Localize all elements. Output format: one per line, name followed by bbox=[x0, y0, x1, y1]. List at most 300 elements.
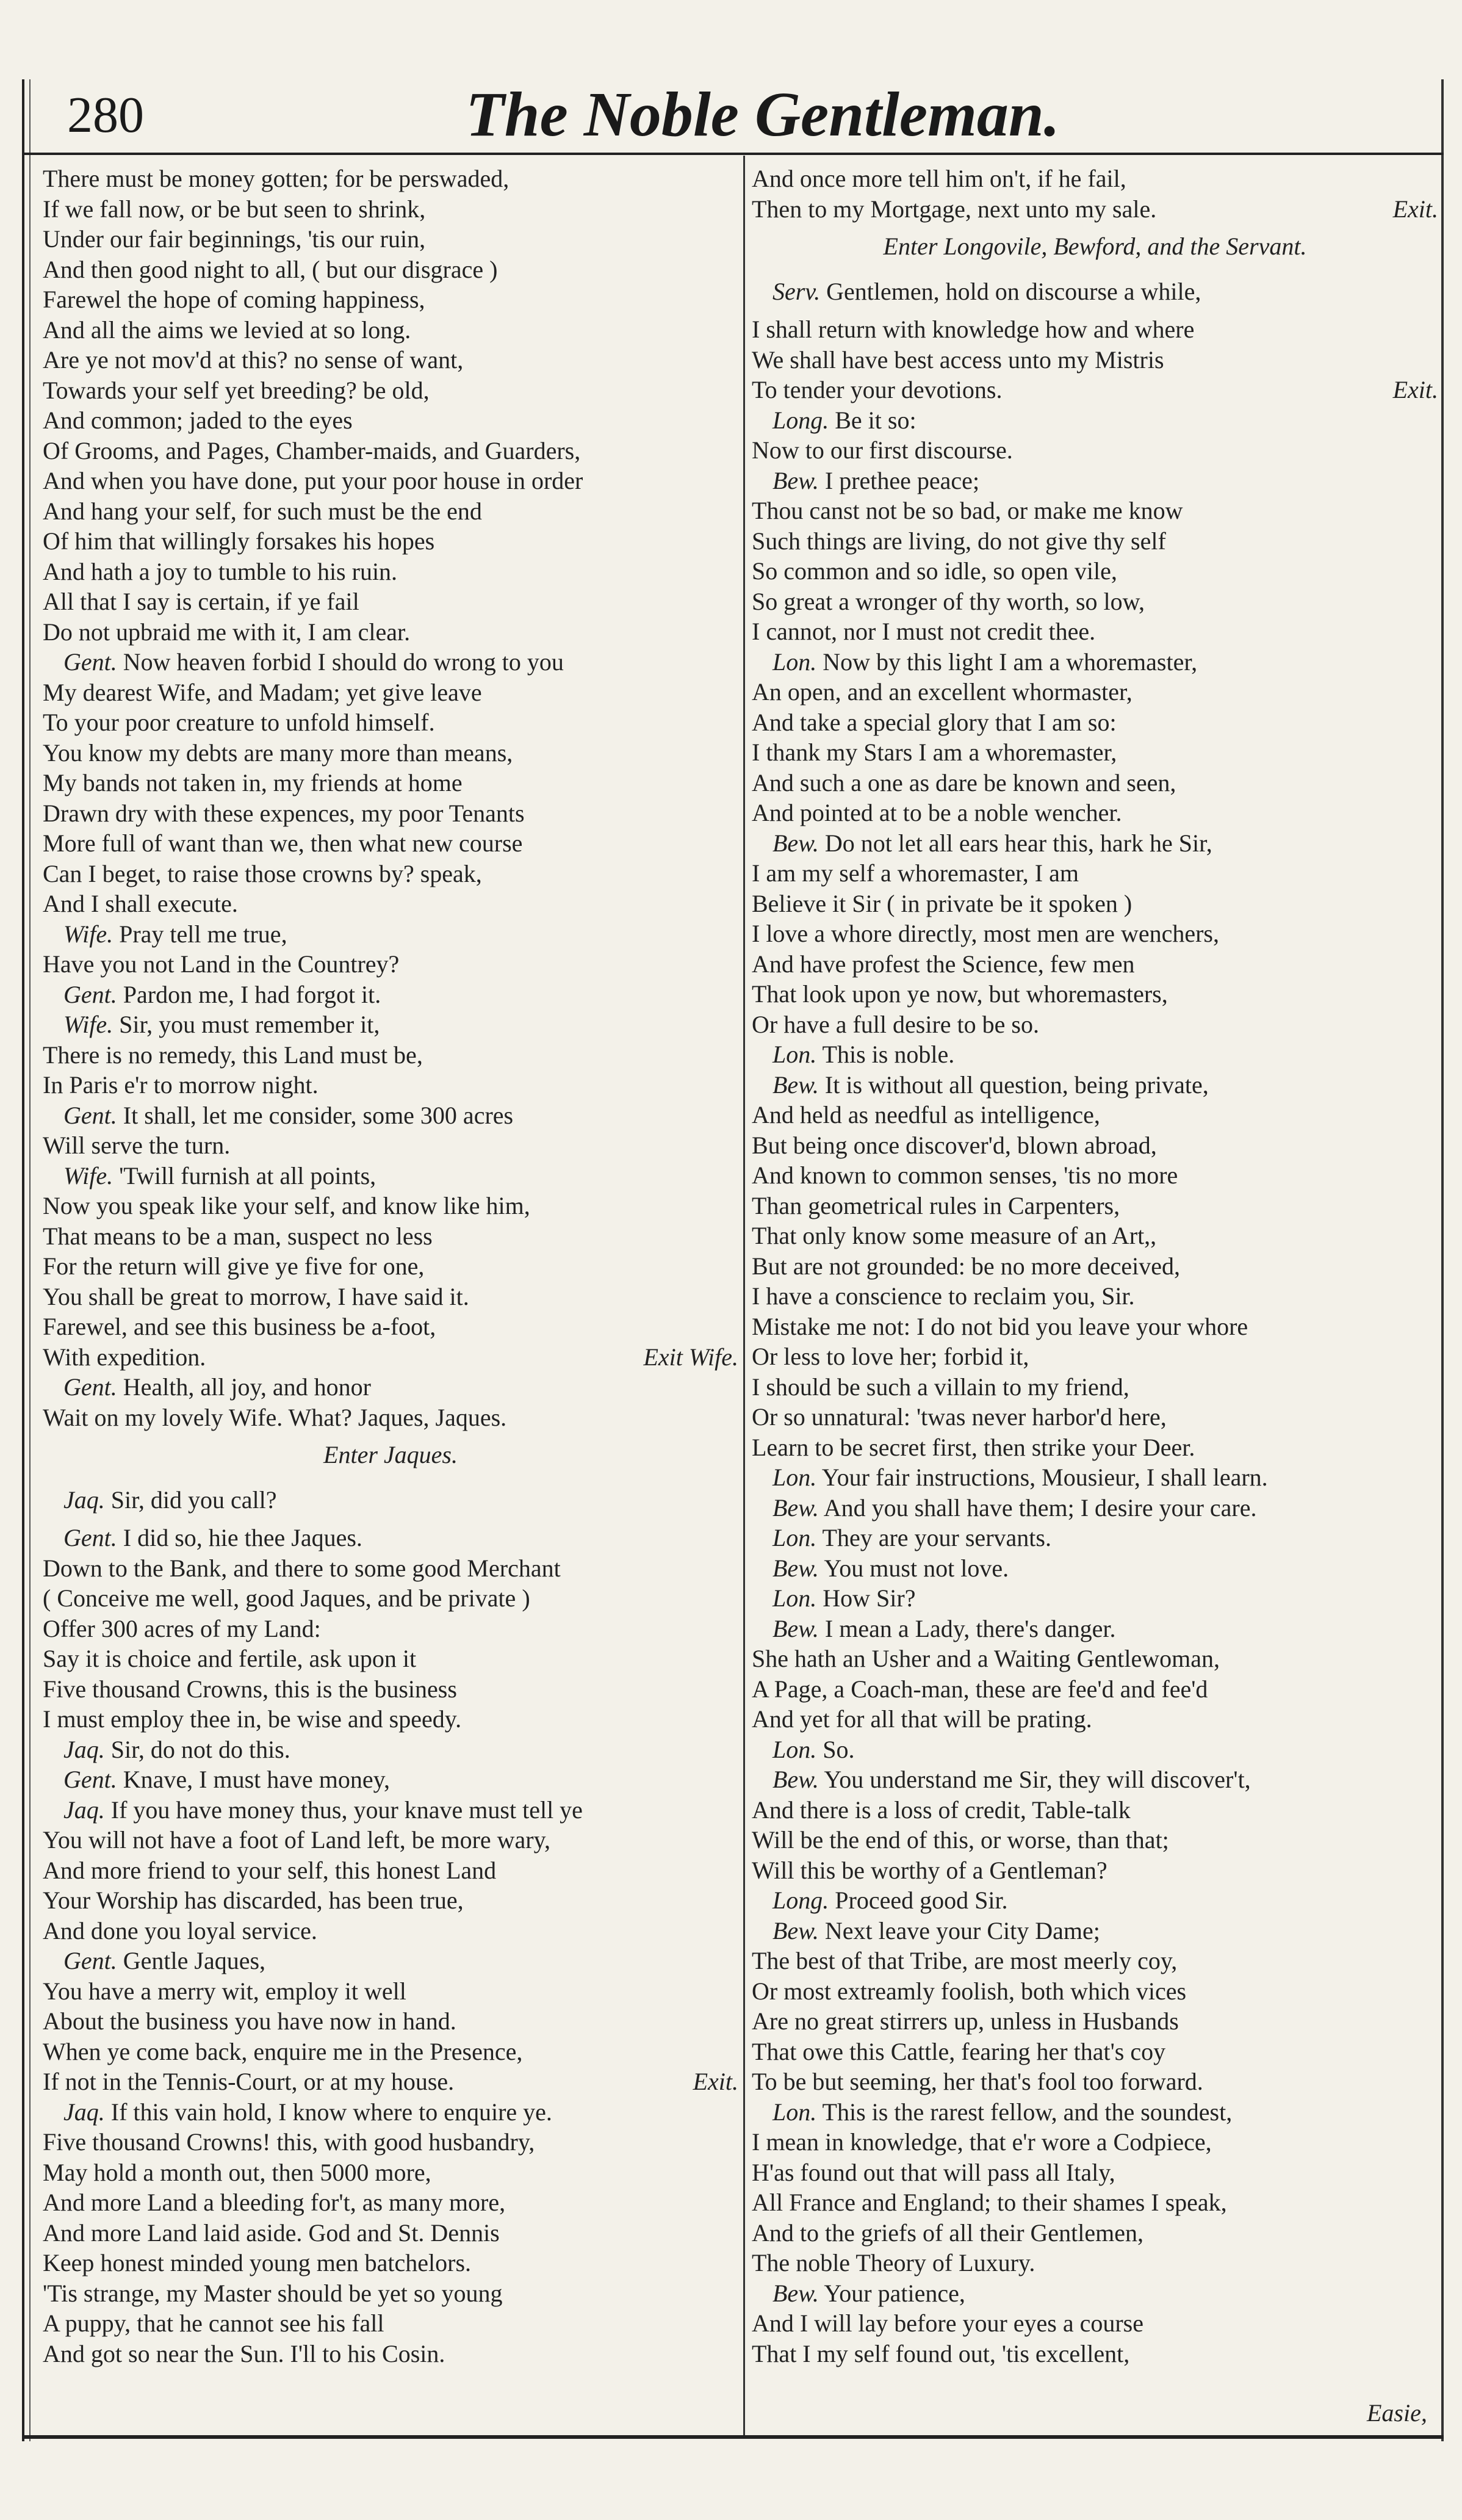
verse-line bbox=[752, 1372, 1438, 1403]
verse-line bbox=[43, 1644, 738, 1674]
line-text: But are not grounded: be no more deceived, bbox=[752, 1252, 1180, 1280]
verse-line bbox=[43, 1916, 738, 1946]
verse-line bbox=[752, 2067, 1438, 2097]
verse-line bbox=[752, 466, 1438, 496]
verse-line bbox=[43, 164, 738, 194]
line-text: Keep honest minded young men batchelors. bbox=[43, 2249, 472, 2276]
verse-line bbox=[43, 1885, 738, 1916]
verse-line bbox=[752, 2218, 1438, 2248]
verse-line bbox=[43, 1614, 738, 1644]
line-text: All that I say is certain, if ye fail bbox=[43, 588, 359, 615]
line-text: Will be the end of this, or worse, than that; bbox=[752, 1826, 1169, 1854]
line-text: Next leave your City Dame; bbox=[824, 1916, 1100, 1944]
line-text: Or so unnatural: 'twas never harbor'd here, bbox=[752, 1403, 1167, 1431]
line-text: That only know some measure of an Art,, bbox=[752, 1222, 1157, 1249]
line-text: And I shall execute. bbox=[43, 890, 238, 917]
verse-line bbox=[752, 1855, 1438, 1886]
line-text: Now by this light I am a whoremaster, bbox=[823, 648, 1198, 676]
line-text: This is the rarest fellow, and the soundest, bbox=[822, 2098, 1233, 2126]
verse-line bbox=[752, 375, 1438, 405]
running-title: The Noble Gentleman. bbox=[466, 79, 1060, 150]
line-text: You understand me Sir, they will discover't, bbox=[824, 1766, 1251, 1793]
verse-line bbox=[43, 1009, 738, 1040]
line-text: If not in the Tennis-Court, or at my house. bbox=[43, 2068, 455, 2095]
line-text: And there is a loss of credit, Table-talk bbox=[752, 1796, 1131, 1824]
line-text: Gentlemen, hold on discourse a while, bbox=[826, 278, 1201, 305]
verse-line bbox=[43, 2248, 738, 2278]
line-text: That I my self found out, 'tis excellent, bbox=[752, 2339, 1130, 2367]
verse-line bbox=[752, 2127, 1438, 2157]
line-text: I prethee peace; bbox=[824, 466, 980, 494]
line-text: 'Twill furnish at all points, bbox=[119, 1161, 376, 1190]
line-text: The best of that Tribe, are most meerly coy, bbox=[752, 1947, 1178, 1974]
verse-line bbox=[752, 2187, 1438, 2218]
verse-line bbox=[752, 1432, 1438, 1463]
line-text: And common; jaded to the eyes bbox=[43, 406, 353, 434]
line-text: My bands not taken in, my friends at home bbox=[43, 769, 463, 796]
verse-line bbox=[752, 1402, 1438, 1432]
line-text: Now to our first discourse. bbox=[752, 436, 1013, 464]
right-column bbox=[752, 164, 1438, 2369]
line-text: Mistake me not: I do not bid you leave your whore bbox=[752, 1312, 1248, 1340]
verse-line bbox=[43, 2278, 738, 2309]
line-text: Wait on my lovely Wife. What? Jaques, Jaques. bbox=[43, 1403, 507, 1431]
speaker-name: Gent. bbox=[63, 1947, 117, 1974]
verse-line bbox=[43, 1070, 738, 1100]
verse-line bbox=[43, 2006, 738, 2037]
line-text: I must employ thee in, be wise and speedy. bbox=[43, 1705, 462, 1733]
line-text: Now you speak like your self, and know like him, bbox=[43, 1192, 530, 1219]
verse-line bbox=[752, 707, 1438, 738]
verse-line bbox=[43, 1191, 738, 1221]
stage-direction bbox=[43, 1432, 738, 1478]
line-text: Sir, did you call? bbox=[110, 1486, 277, 1514]
verse-line bbox=[752, 2157, 1438, 2188]
verse-line bbox=[43, 617, 738, 648]
verse-line bbox=[752, 1583, 1438, 1614]
line-text: Believe it Sir ( in private be it spoken ) bbox=[752, 889, 1133, 917]
line-text: We shall have best access unto my Mistris bbox=[752, 345, 1164, 374]
verse-line bbox=[43, 194, 738, 225]
verse-line bbox=[43, 859, 738, 889]
line-text: I mean a Lady, there's danger. bbox=[824, 1614, 1116, 1642]
speaker-name: Lon. bbox=[772, 1524, 817, 1551]
line-text: My dearest Wife, and Madam; yet give leave bbox=[43, 678, 482, 706]
verse-line bbox=[43, 1282, 738, 1312]
speaker-name: Lon. bbox=[772, 1584, 817, 1612]
line-text: Your Worship has discarded, has been true, bbox=[43, 1886, 464, 1914]
verse-line bbox=[43, 1221, 738, 1252]
stage-direction bbox=[752, 224, 1438, 269]
speaker-name: Jaq. bbox=[63, 1796, 105, 1824]
speaker-name: Bew. bbox=[772, 1554, 819, 1582]
verse-line bbox=[752, 616, 1438, 647]
verse-line bbox=[43, 405, 738, 436]
verse-line bbox=[43, 1523, 738, 1553]
line-text: They are your servants. bbox=[822, 1524, 1051, 1551]
line-text: I cannot, nor I must not credit thee. bbox=[752, 618, 1096, 645]
verse-line bbox=[43, 2339, 738, 2369]
exit-direction: Exit. bbox=[1392, 195, 1438, 223]
verse-line bbox=[43, 315, 738, 345]
verse-line bbox=[752, 1553, 1438, 1584]
column-divider bbox=[743, 156, 745, 2435]
line-text: Sir, you must remember it, bbox=[119, 1011, 380, 1038]
line-text: To your poor creature to unfold himself. bbox=[43, 709, 435, 736]
verse-line bbox=[752, 405, 1438, 436]
line-text: Than geometrical rules in Carpenters, bbox=[752, 1191, 1120, 1219]
verse-line bbox=[752, 1221, 1438, 1251]
line-text: Or less to love her; forbid it, bbox=[752, 1343, 1029, 1370]
speaker-name: Wife. bbox=[63, 920, 113, 948]
verse-line bbox=[752, 1946, 1438, 1976]
line-text: You have a merry wit, employ it well bbox=[43, 1977, 406, 2005]
speaker-name: Wife. bbox=[63, 1161, 113, 1190]
verse-line bbox=[43, 2308, 738, 2339]
verse-line bbox=[43, 2218, 738, 2248]
line-text: Are ye not mov'd at this? no sense of want, bbox=[43, 346, 464, 374]
verse-line bbox=[752, 1070, 1438, 1100]
verse-line bbox=[752, 1735, 1438, 1765]
verse-line bbox=[43, 284, 738, 315]
verse-line bbox=[752, 858, 1438, 889]
verse-line bbox=[752, 1795, 1438, 1825]
speaker-name: Gent. bbox=[63, 1373, 117, 1401]
line-text: And known to common senses, 'tis no more bbox=[752, 1161, 1178, 1189]
verse-line bbox=[43, 1130, 738, 1161]
line-text: Pardon me, I had forgot it. bbox=[123, 980, 381, 1008]
verse-line bbox=[752, 1493, 1438, 1523]
line-text: Towards your self yet breeding? be old, bbox=[43, 376, 430, 404]
line-text: And got so near the Sun. I'll to his Cosin. bbox=[43, 2339, 445, 2367]
line-text: All France and England; to their shames I speak, bbox=[752, 2189, 1227, 2216]
line-text: Farewel, and see this business be a-foot, bbox=[43, 1313, 436, 1340]
verse-line bbox=[43, 1855, 738, 1886]
page-border-left bbox=[22, 79, 24, 2441]
line-text: And pointed at to be a noble wencher. bbox=[752, 799, 1122, 826]
verse-line bbox=[752, 345, 1438, 375]
left-column bbox=[43, 164, 738, 2369]
verse-line bbox=[43, 919, 738, 950]
line-text: Health, all joy, and honor bbox=[123, 1373, 371, 1401]
line-text: I should be such a villain to my friend, bbox=[752, 1373, 1129, 1401]
verse-line bbox=[752, 889, 1438, 919]
line-text: And yet for all that will be prating. bbox=[752, 1705, 1092, 1733]
line-text: I am my self a whoremaster, I am bbox=[752, 859, 1079, 887]
verse-line bbox=[43, 707, 738, 738]
line-text: Five thousand Crowns! this, with good husbandry, bbox=[43, 2128, 535, 2156]
verse-line bbox=[43, 436, 738, 466]
verse-line bbox=[752, 2006, 1438, 2037]
verse-line bbox=[43, 1583, 738, 1614]
line-text: And then good night to all, ( but our disgrace ) bbox=[43, 255, 498, 283]
line-text: There is no remedy, this Land must be, bbox=[43, 1041, 423, 1069]
speaker-name: Gent. bbox=[63, 1524, 117, 1551]
line-text: That owe this Cattle, fearing her that's coy bbox=[752, 2037, 1166, 2065]
speaker-name: Gent. bbox=[63, 648, 117, 676]
line-text: It is without all question, being private, bbox=[824, 1070, 1209, 1099]
line-text: Do not upbraid me with it, I am clear. bbox=[43, 618, 411, 646]
speaker-name: Bew. bbox=[772, 1916, 819, 1944]
footer-rule bbox=[22, 2435, 1444, 2439]
line-text: You know my debts are many more than means, bbox=[43, 738, 513, 767]
speaker-name: Bew. bbox=[772, 1493, 819, 1522]
line-text: And such a one as dare be known and seen, bbox=[752, 768, 1176, 796]
line-text: To tender your devotions. bbox=[752, 376, 1003, 403]
line-text: And done you loyal service. bbox=[43, 1916, 317, 1944]
speaker-name: Serv. bbox=[772, 278, 821, 305]
verse-line bbox=[43, 2157, 738, 2188]
speaker-name: Lon. bbox=[772, 648, 817, 676]
line-text: Of Grooms, and Pages, Chamber-maids, and Guarders, bbox=[43, 436, 581, 464]
verse-line bbox=[752, 2037, 1438, 2067]
speaker-name: Lon. bbox=[772, 1735, 817, 1763]
line-text: I mean in knowledge, that e'r wore a Codpiece, bbox=[752, 2128, 1212, 2156]
verse-line bbox=[752, 1825, 1438, 1855]
line-text: And have profest the Science, few men bbox=[752, 950, 1135, 978]
verse-line bbox=[752, 979, 1438, 1009]
verse-line bbox=[752, 2339, 1438, 2369]
verse-line bbox=[752, 1674, 1438, 1705]
verse-line bbox=[752, 556, 1438, 587]
verse-line bbox=[43, 587, 738, 617]
catchword: Easie, bbox=[1367, 2399, 1427, 2427]
verse-line bbox=[752, 1523, 1438, 1553]
line-text: Have you not Land in the Countrey? bbox=[43, 950, 400, 978]
verse-line bbox=[752, 314, 1438, 345]
verse-line bbox=[752, 1160, 1438, 1191]
speaker-name: Gent. bbox=[63, 1101, 117, 1129]
verse-line bbox=[43, 798, 738, 829]
verse-line bbox=[43, 980, 738, 1010]
verse-line bbox=[752, 1009, 1438, 1040]
speaker-name: Bew. bbox=[772, 829, 819, 857]
verse-line bbox=[752, 1341, 1438, 1372]
line-text: Offer 300 acres of my Land: bbox=[43, 1614, 321, 1642]
line-text: Do not let all ears hear this, hark he Sir, bbox=[824, 829, 1212, 857]
verse-line bbox=[43, 1251, 738, 1282]
line-text: Enter Longovile, Bewford, and the Servant. bbox=[883, 233, 1307, 260]
line-text: And when you have done, put your poor house in order bbox=[43, 467, 583, 494]
line-text: Enter Jaques. bbox=[323, 1441, 458, 1468]
verse-line bbox=[43, 677, 738, 708]
verse-line bbox=[752, 737, 1438, 768]
line-text: This is noble. bbox=[822, 1041, 955, 1068]
line-text: She hath an Usher and a Waiting Gentlewoman, bbox=[752, 1645, 1220, 1672]
line-text: Be it so: bbox=[835, 406, 916, 434]
line-text: Knave, I must have money, bbox=[123, 1766, 391, 1793]
line-text: And you shall have them; I desire your care. bbox=[823, 1493, 1257, 1522]
line-text: And more friend to your self, this honest Land bbox=[43, 1856, 497, 1884]
line-text: You shall be great to morrow, I have said it. bbox=[43, 1282, 469, 1310]
verse-line bbox=[43, 1040, 738, 1070]
verse-line bbox=[43, 1478, 738, 1523]
verse-line bbox=[752, 269, 1438, 314]
verse-line bbox=[752, 496, 1438, 526]
speaker-name: Long. bbox=[772, 1886, 829, 1914]
verse-line bbox=[43, 345, 738, 375]
verse-line bbox=[43, 647, 738, 677]
line-text: And held as needful as intelligence, bbox=[752, 1101, 1100, 1128]
verse-line bbox=[752, 2248, 1438, 2278]
verse-line bbox=[752, 919, 1438, 949]
verse-line bbox=[43, 2097, 738, 2128]
verse-line bbox=[43, 889, 738, 919]
verse-line bbox=[752, 1251, 1438, 1282]
line-text: If you have money thus, your knave must tell ye bbox=[110, 1796, 583, 1824]
line-text: And I will lay before your eyes a course bbox=[752, 2309, 1143, 2337]
verse-line bbox=[43, 1312, 738, 1342]
line-text: But being once discover'd, blown abroad, bbox=[752, 1131, 1157, 1159]
verse-line bbox=[43, 1342, 738, 1373]
verse-line bbox=[752, 1614, 1438, 1644]
verse-line bbox=[752, 2097, 1438, 2128]
line-text: How Sir? bbox=[823, 1584, 916, 1612]
line-text: Down to the Bank, and there to some good Merchant bbox=[43, 1554, 561, 1582]
line-text: A puppy, that he cannot see his fall bbox=[43, 2309, 384, 2337]
verse-line bbox=[43, 375, 738, 406]
line-text: Can I beget, to raise those crowns by? speak, bbox=[43, 859, 482, 887]
line-text: And take a special glory that I am so: bbox=[752, 708, 1117, 736]
line-text: There must be money gotten; for be perswaded, bbox=[43, 165, 510, 192]
verse-line bbox=[43, 1976, 738, 2007]
verse-line bbox=[752, 1644, 1438, 1674]
speaker-name: Wife. bbox=[63, 1011, 113, 1038]
speaker-name: Bew. bbox=[772, 466, 819, 494]
verse-line bbox=[43, 1100, 738, 1131]
verse-line bbox=[43, 557, 738, 587]
line-text: So common and so idle, so open vile, bbox=[752, 557, 1117, 585]
verse-line bbox=[752, 1976, 1438, 2007]
line-text: So. bbox=[823, 1735, 855, 1763]
verse-line bbox=[752, 164, 1438, 194]
line-text: A Page, a Coach-man, these are fee'd and fee'd bbox=[752, 1675, 1208, 1703]
exit-direction: Exit. bbox=[1392, 376, 1438, 403]
line-text: Say it is choice and fertile, ask upon it bbox=[43, 1645, 417, 1672]
verse-line bbox=[752, 1039, 1438, 1070]
verse-line bbox=[43, 1704, 738, 1735]
line-text: Proceed good Sir. bbox=[835, 1886, 1008, 1914]
verse-line bbox=[43, 768, 738, 798]
verse-line bbox=[43, 2127, 738, 2157]
verse-line bbox=[752, 194, 1438, 225]
verse-line bbox=[752, 2308, 1438, 2339]
line-text: In Paris e'r to morrow night. bbox=[43, 1071, 319, 1099]
line-text: I thank my Stars I am a whoremaster, bbox=[752, 738, 1117, 766]
line-text: When ye come back, enquire me in the Presence, bbox=[43, 2037, 523, 2065]
line-text: Of him that willingly forsakes his hopes bbox=[43, 527, 435, 555]
verse-line bbox=[43, 1161, 738, 1191]
line-text: Will this be worthy of a Gentleman? bbox=[752, 1856, 1107, 1884]
page-border-right bbox=[1441, 79, 1444, 2441]
line-text: More full of want than we, then what new course bbox=[43, 829, 523, 857]
speaker-name: Jaq. bbox=[63, 2098, 105, 2126]
line-text: Farewel the hope of coming happiness, bbox=[43, 286, 425, 313]
line-text: Thou canst not be so bad, or make me know bbox=[752, 497, 1183, 524]
verse-line bbox=[752, 1916, 1438, 1946]
verse-line bbox=[43, 949, 738, 980]
verse-line bbox=[43, 466, 738, 496]
line-text: With expedition. bbox=[43, 1343, 206, 1371]
verse-line bbox=[752, 1100, 1438, 1130]
exit-direction: Exit Wife. bbox=[643, 1343, 738, 1371]
verse-line bbox=[752, 1764, 1438, 1795]
verse-line bbox=[752, 1885, 1438, 1916]
line-text: That look upon ye now, but whoremasters, bbox=[752, 980, 1168, 1008]
verse-line bbox=[43, 2187, 738, 2218]
line-text: Such things are living, do not give thy self bbox=[752, 527, 1166, 555]
line-text: An open, and an excellent whormaster, bbox=[752, 678, 1133, 706]
line-text: Will serve the turn. bbox=[43, 1132, 231, 1159]
line-text: Or most extreamly foolish, both which vices bbox=[752, 1977, 1187, 2005]
line-text: I love a whore directly, most men are wenchers, bbox=[752, 920, 1219, 947]
verse-line bbox=[43, 1825, 738, 1855]
line-text: Your patience, bbox=[824, 2279, 965, 2307]
line-text: ( Conceive me well, good Jaques, and be private ) bbox=[43, 1584, 530, 1612]
exit-direction: Exit. bbox=[693, 2068, 738, 2095]
verse-line bbox=[43, 828, 738, 859]
header-rule bbox=[22, 153, 1444, 155]
verse-line bbox=[43, 1735, 738, 1765]
verse-line bbox=[752, 768, 1438, 798]
speaker-name: Jaq. bbox=[63, 1486, 105, 1514]
line-text: It shall, let me consider, some 300 acres bbox=[123, 1101, 514, 1129]
speaker-name: Gent. bbox=[63, 1766, 117, 1793]
line-text: Learn to be secret first, then strike your Deer. bbox=[752, 1433, 1195, 1461]
speaker-name: Lon. bbox=[772, 2098, 817, 2126]
line-text: Are no great stirrers up, unless in Husbands bbox=[752, 2007, 1179, 2035]
line-text: Gentle Jaques, bbox=[123, 1947, 266, 1974]
verse-line bbox=[43, 224, 738, 255]
speaker-name: Bew. bbox=[772, 1766, 819, 1793]
verse-line bbox=[752, 2278, 1438, 2309]
line-text: Under our fair beginnings, 'tis our ruin, bbox=[43, 225, 426, 253]
line-text: And hath a joy to tumble to his ruin. bbox=[43, 557, 398, 585]
verse-line bbox=[752, 526, 1438, 557]
line-text: And hang your self, for such must be the end bbox=[43, 497, 482, 525]
line-text: Drawn dry with these expences, my poor Tenants bbox=[43, 799, 525, 827]
line-text: Sir, do not do this. bbox=[110, 1735, 290, 1763]
line-text: If this vain hold, I know where to enquire ye. bbox=[110, 2098, 552, 2126]
line-text: I shall return with knowledge how and where bbox=[752, 316, 1195, 343]
verse-line bbox=[752, 1704, 1438, 1735]
line-text: May hold a month out, then 5000 more, bbox=[43, 2158, 431, 2186]
line-text: You must not love. bbox=[824, 1554, 1009, 1582]
verse-line bbox=[43, 1553, 738, 1584]
line-text: To be but seeming, her that's fool too forward. bbox=[752, 2068, 1203, 2095]
verse-line bbox=[752, 1312, 1438, 1342]
line-text: If we fall now, or be but seen to shrink, bbox=[43, 195, 426, 223]
line-text: That means to be a man, suspect no less bbox=[43, 1222, 433, 1250]
speaker-name: Long. bbox=[772, 406, 829, 434]
verse-line bbox=[43, 1674, 738, 1705]
line-text: I did so, hie thee Jaques. bbox=[123, 1524, 362, 1551]
verse-line bbox=[43, 526, 738, 557]
line-text: Then to my Mortgage, next unto my sale. bbox=[752, 195, 1157, 223]
line-text: And more Land a bleeding for't, as many more, bbox=[43, 2189, 506, 2216]
verse-line bbox=[752, 435, 1438, 466]
verse-line bbox=[43, 1764, 738, 1795]
verse-line bbox=[43, 255, 738, 285]
speaker-name: Lon. bbox=[772, 1464, 817, 1491]
verse-line bbox=[752, 1130, 1438, 1161]
speaker-name: Bew. bbox=[772, 2279, 819, 2307]
verse-line bbox=[752, 798, 1438, 828]
verse-line bbox=[752, 1191, 1438, 1221]
line-text: H'as found out that will pass all Italy, bbox=[752, 2158, 1115, 2186]
speaker-name: Jaq. bbox=[63, 1735, 105, 1763]
verse-line bbox=[43, 1403, 738, 1433]
